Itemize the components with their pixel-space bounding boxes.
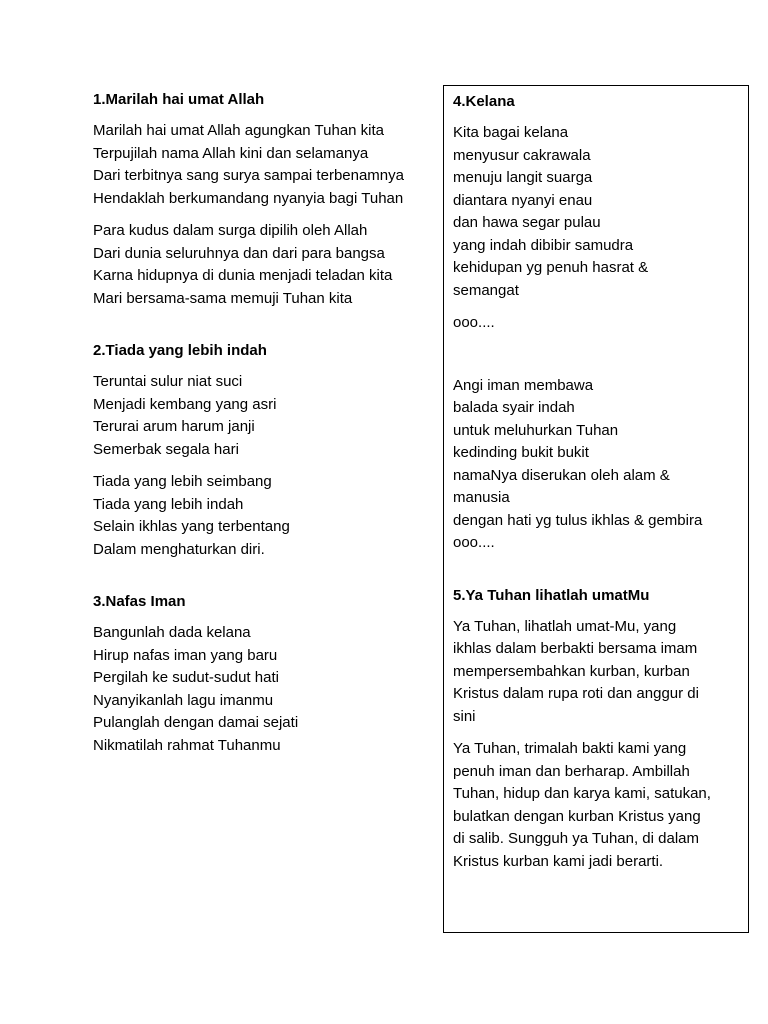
lyric-line: Tiada yang lebih indah — [93, 495, 244, 513]
lyric-line: Marilah hai umat Allah agungkan Tuhan kita — [93, 122, 385, 139]
lyric-line: penuh iman dan berharap. Ambillah — [453, 762, 690, 780]
left-column — [93, 89, 438, 779]
lyric-line: Kita bagai kelana — [453, 124, 569, 141]
lyric-line: sini — [453, 707, 476, 725]
lyric-line: untuk meluhurkan Tuhan — [453, 421, 619, 439]
lyric-line: Selain ikhlas yang terbentang — [93, 518, 290, 535]
lyric-line: Terurai arum harum janji — [93, 418, 255, 435]
lyric-line: dengan hati yg tulus ikhlas & gembira — [453, 511, 703, 529]
song-nafas-iman — [93, 591, 438, 757]
lyric-line: Ya Tuhan, trimalah bakti kami yang — [453, 740, 687, 757]
song-marilah-hai-umat-allah — [93, 89, 438, 310]
song-title: 2.Tiada yang lebih indah — [93, 342, 267, 359]
lyric-line: Pergilah ke sudut-sudut hati — [93, 669, 279, 686]
lyric-line: ooo.... — [453, 314, 495, 331]
stanza — [93, 471, 438, 561]
lyric-line: Teruntai sulur niat suci — [93, 373, 243, 390]
stanza — [453, 375, 748, 555]
lyric-line: Angi iman membawa — [453, 376, 594, 394]
lyric-line: Tiada yang lebih seimbang — [93, 473, 272, 490]
lyric-line: Karna hidupnya di dunia menjadi teladan kita — [93, 267, 393, 284]
song-title: 1.Marilah hai umat Allah — [93, 91, 265, 108]
stanza — [453, 312, 748, 335]
lyric-line: di salib. Sungguh ya Tuhan, di dalam — [453, 830, 699, 847]
lyric-line: Pulanglah dengan damai sejati — [93, 714, 299, 731]
lyric-line: manusia — [453, 489, 510, 506]
lyric-line: namaNya diserukan oleh alam & — [453, 466, 670, 484]
song-title: 4.Kelana — [453, 93, 515, 110]
lyric-line: Dari dunia seluruhnya dan dari para bangsa — [93, 244, 385, 262]
lyric-line: Bangunlah dada kelana — [93, 624, 251, 641]
lyric-line: Nyanyikanlah lagu imanmu — [93, 691, 274, 709]
lyric-line: Semerbak segala hari — [93, 440, 239, 458]
song-kelana — [453, 91, 748, 555]
song-title: 3.Nafas Iman — [93, 593, 186, 610]
lyric-line: Mari bersama-sama memuji Tuhan kita — [93, 289, 353, 307]
stanza — [453, 616, 748, 729]
lyric-line: Hendaklah berkumandang nyanyia bagi Tuhan — [93, 189, 404, 207]
lyric-line: mempersembahkan kurban, kurban — [453, 662, 690, 680]
lyric-line: Hirup nafas iman yang baru — [93, 646, 278, 664]
lyric-line: semangat — [453, 281, 519, 299]
stanza — [453, 122, 748, 302]
lyric-line: Kristus dalam rupa roti dan anggur di — [453, 685, 699, 702]
lyric-line: bulatkan dengan kurban Kristus yang — [453, 807, 701, 825]
lyric-line: Dari terbitnya sang surya sampai terbenamnya — [93, 167, 404, 184]
lyric-line: Nikmatilah rahmat Tuhanmu — [93, 736, 281, 754]
lyric-line: Para kudus dalam surga dipilih oleh Allah — [93, 222, 368, 239]
song-title: 5.Ya Tuhan lihatlah umatMu — [453, 586, 650, 604]
stanza — [93, 220, 438, 310]
lyric-line: Tuhan, hidup dan karya kami, satukan, — [453, 785, 711, 802]
lyric-line: menuju langit suarga — [453, 169, 593, 186]
right-column-box — [443, 85, 749, 933]
stanza — [93, 120, 438, 210]
lyric-line: Terpujilah nama Allah kini dan selamanya — [93, 144, 369, 162]
lyric-line: ooo.... — [453, 534, 495, 551]
lyric-line: balada syair indah — [453, 399, 575, 416]
song-tiada-yang-lebih-indah — [93, 340, 438, 561]
lyric-line: Menjadi kembang yang asri — [93, 395, 277, 413]
lyric-line: kedinding bukit bukit — [453, 444, 589, 461]
lyric-line: ikhlas dalam berbakti bersama imam — [453, 640, 698, 657]
lyric-line: menyusur cakrawala — [453, 146, 591, 164]
lyric-line: kehidupan yg penuh hasrat & — [453, 259, 649, 276]
lyric-line: Dalam menghaturkan diri. — [93, 540, 265, 558]
stanza — [453, 738, 748, 873]
stanza — [93, 371, 438, 461]
stanza — [93, 622, 438, 757]
lyric-line: diantara nyanyi enau — [453, 191, 593, 209]
lyric-line: dan hawa segar pulau — [453, 214, 601, 231]
lyric-line: Ya Tuhan, lihatlah umat-Mu, yang — [453, 617, 677, 635]
lyric-line: Kristus kurban kami jadi berarti. — [453, 852, 664, 870]
song-ya-tuhan-lihatlah-umatmu — [453, 585, 748, 874]
lyric-line: yang indah dibibir samudra — [453, 236, 634, 254]
